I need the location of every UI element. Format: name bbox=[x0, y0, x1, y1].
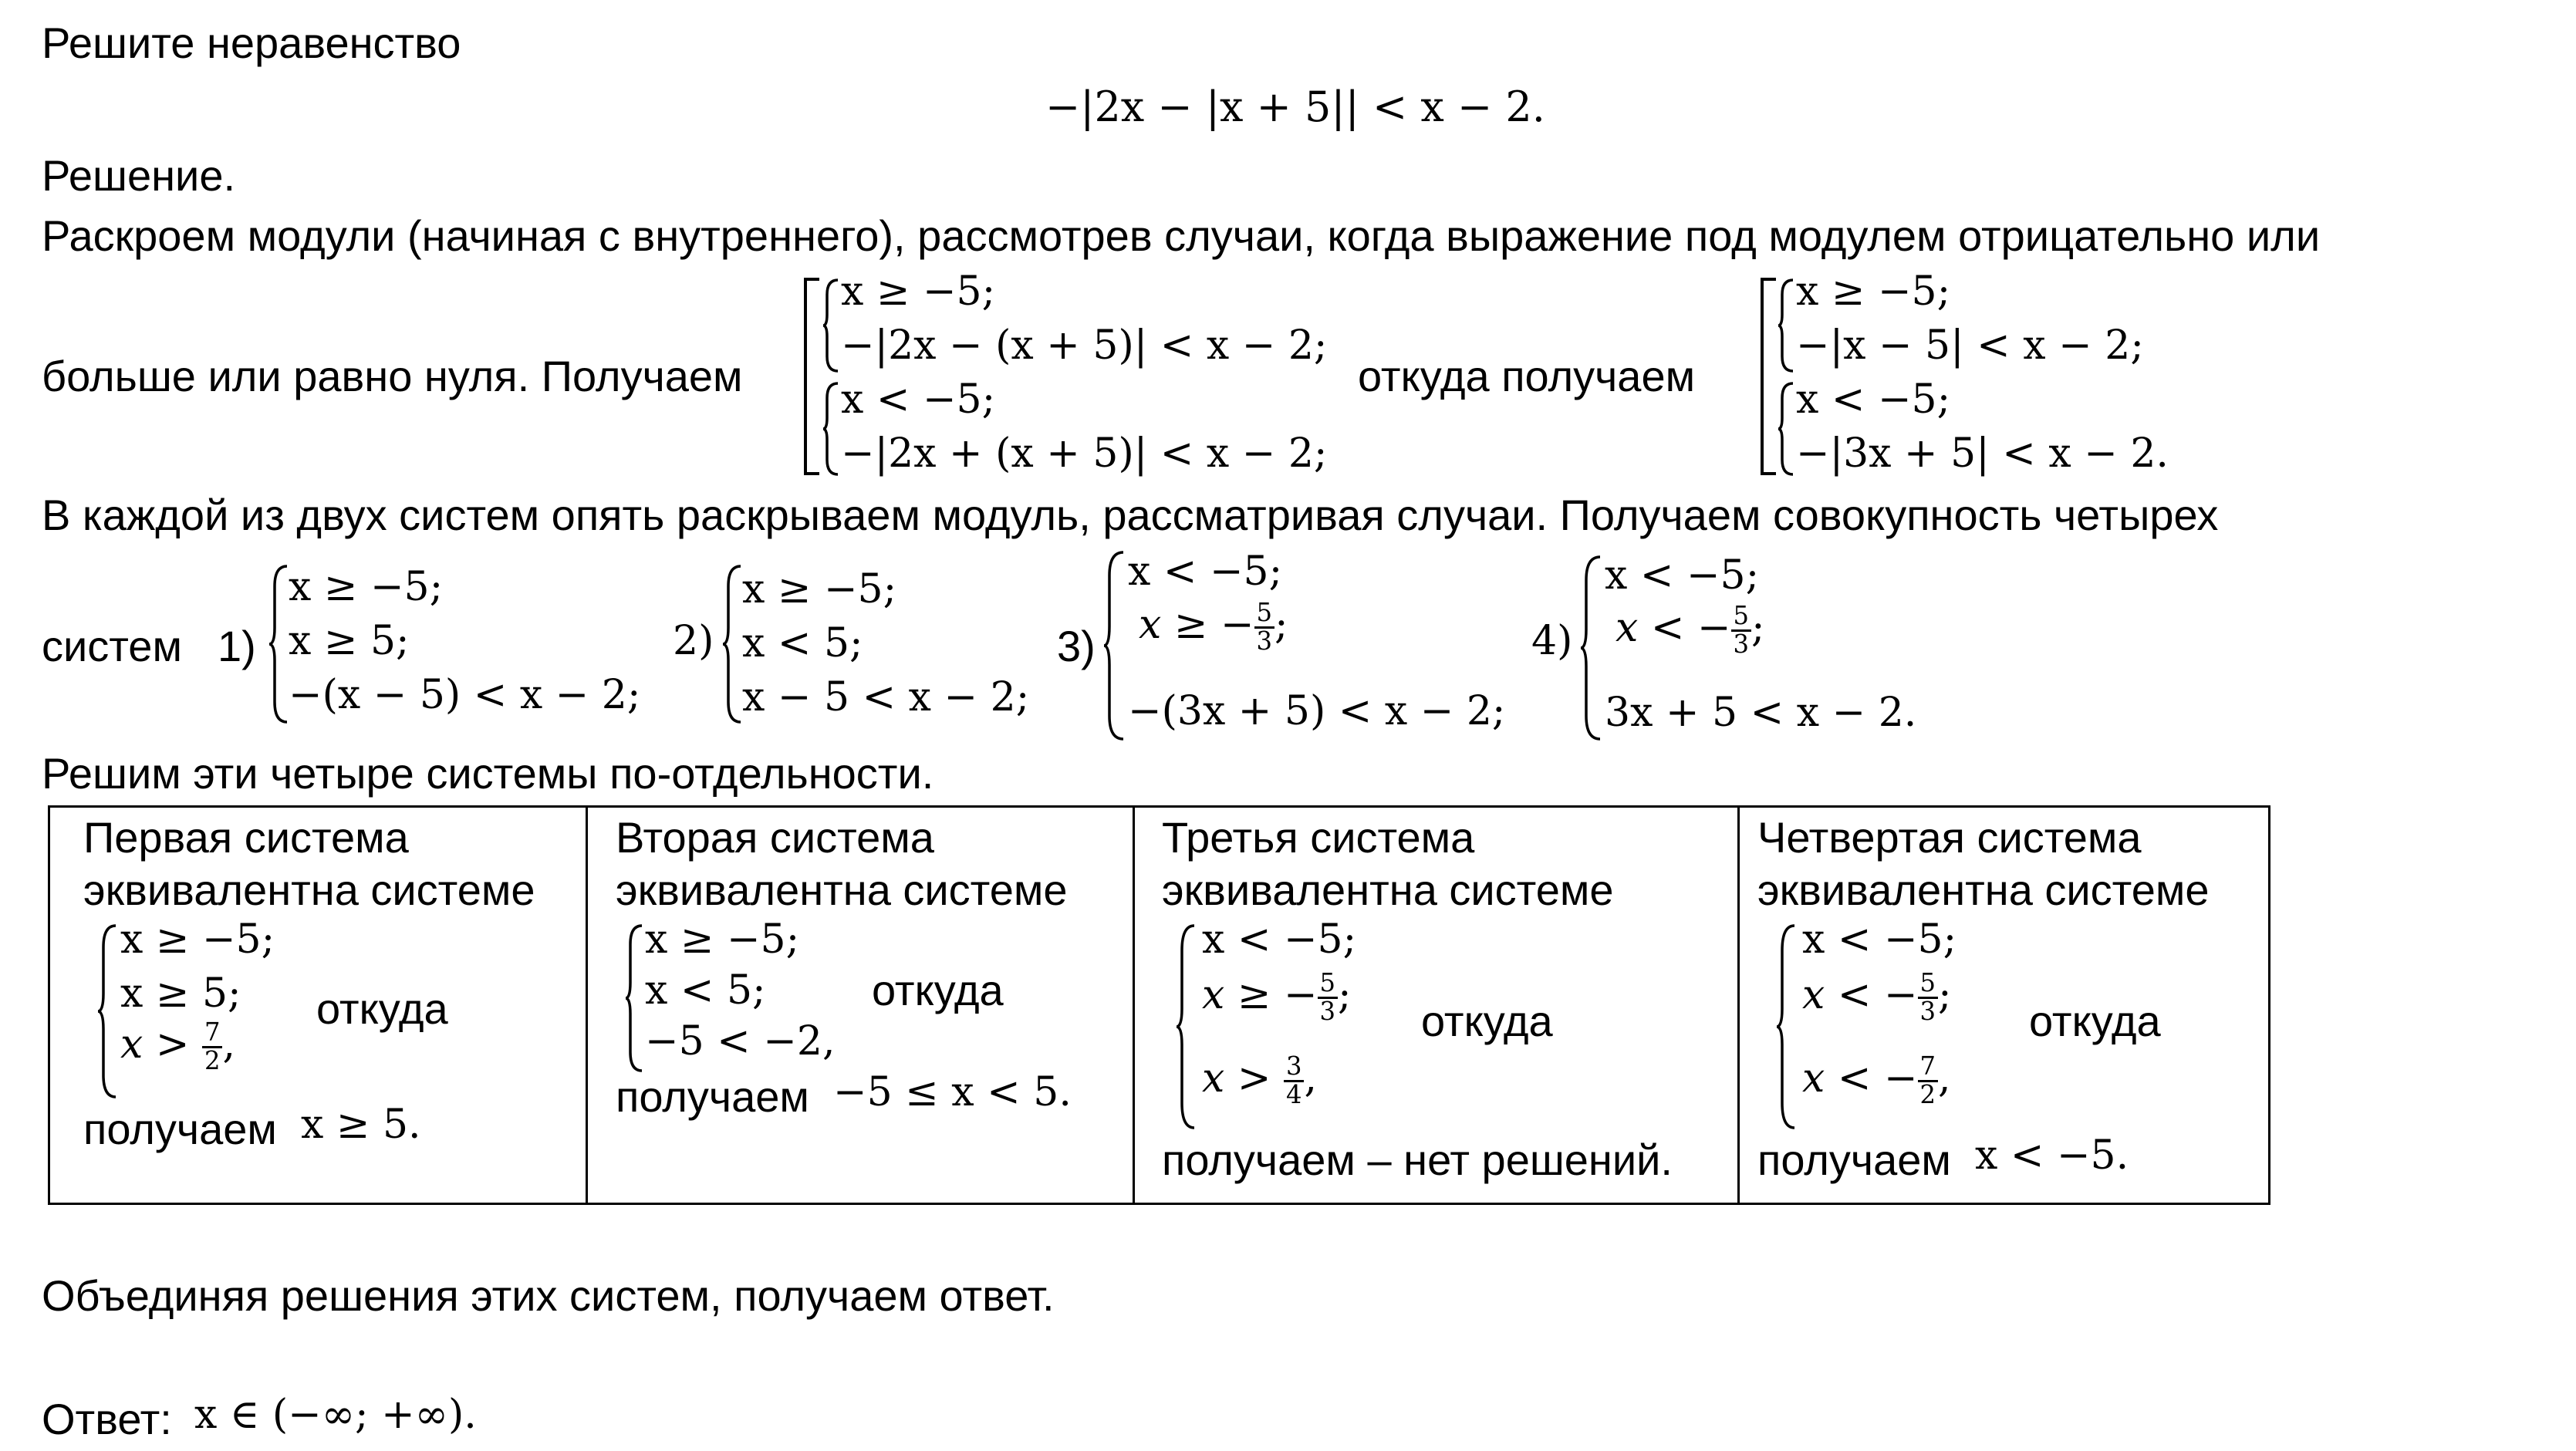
union2-line-1: x ≥ −5; bbox=[1796, 268, 1951, 315]
system-brace-1b bbox=[822, 381, 841, 477]
system-1-label: 1) bbox=[218, 622, 256, 670]
system-3-line-2: x ≥ − $\frac{5}{3}$ ; bbox=[1139, 598, 1288, 656]
cell-4-brace bbox=[1776, 923, 1798, 1131]
system-4-line-1: x < −5; bbox=[1605, 552, 1760, 599]
system-4-brace bbox=[1580, 554, 1603, 742]
system-3-brace bbox=[1103, 549, 1126, 742]
cell-2-brace bbox=[625, 923, 645, 1074]
system-3-label: 3) bbox=[1057, 622, 1096, 670]
system-2-label: 2) bbox=[673, 618, 714, 664]
union2-line-3: x < −5; bbox=[1796, 376, 1951, 423]
cell-1-brace bbox=[97, 923, 119, 1100]
cell-4-result: x < −5. bbox=[1975, 1132, 2129, 1179]
paragraph-2-line-2: систем bbox=[42, 622, 182, 670]
system-1-line-2: x ≥ 5; bbox=[289, 618, 410, 664]
cell-2-line-1: x ≥ −5; bbox=[645, 916, 800, 963]
cell-2-where: откуда bbox=[872, 966, 1004, 1014]
system-1-line-3: −(x − 5) < x − 2; bbox=[289, 672, 641, 718]
solution-heading: Решение. bbox=[42, 151, 236, 200]
cell-3-result-prefix: получаем – нет решений. bbox=[1162, 1135, 1673, 1184]
cell-1-line-1: x ≥ −5; bbox=[120, 916, 275, 963]
union1-line-4: −|2x + (x + 5)| < x − 2; bbox=[841, 430, 1328, 477]
system-4-line-3: 3x + 5 < x − 2. bbox=[1605, 690, 1917, 736]
cell-4-result-prefix: получаем bbox=[1757, 1135, 1951, 1184]
task-inequality: −|2x − |x + 5|| < x − 2. bbox=[1045, 83, 1545, 131]
cell-3-brace bbox=[1176, 923, 1197, 1131]
paragraph-2-line-1: В каждой из двух систем опять раскрываем модуль, рассматривая случаи. Получаем совокупность четырех bbox=[42, 491, 2219, 539]
system-brace-2a bbox=[1778, 278, 1796, 373]
cell-3-line-2: x ≥ − $\frac{5}{3}$ ; bbox=[1202, 968, 1352, 1026]
paragraph-1-middle: откуда получаем bbox=[1358, 352, 1696, 400]
cell-1-line-3: x > $\frac{7}{2}$ , bbox=[120, 1017, 236, 1075]
cell-4-where: откуда bbox=[2029, 997, 2161, 1045]
paragraph-1-line-1: Раскроем модули (начиная с внутреннего), рассмотрев случаи, когда выражение под модулем отрицательно или bbox=[42, 211, 2321, 260]
cell-1-subtitle: эквивалентна системе bbox=[83, 866, 535, 914]
union2-line-2: −|x − 5| < x − 2; bbox=[1796, 322, 2144, 369]
cell-4-subtitle: эквивалентна системе bbox=[1757, 866, 2210, 914]
system-brace-1a bbox=[822, 278, 841, 373]
conclusion: Объединяя решения этих систем, получаем ответ. bbox=[42, 1271, 1055, 1320]
cell-1-result: x ≥ 5. bbox=[301, 1102, 421, 1148]
cell-3-line-1: x < −5; bbox=[1202, 916, 1357, 963]
task-prompt: Решите неравенство bbox=[42, 19, 461, 67]
union2-line-4: −|3x + 5| < x − 2. bbox=[1796, 430, 2169, 477]
cell-1-result-prefix: получаем bbox=[83, 1105, 277, 1153]
system-1-brace bbox=[268, 563, 290, 725]
cell-1-title: Первая система bbox=[83, 813, 409, 862]
cell-2-line-2: x < 5; bbox=[645, 967, 766, 1014]
cell-4-line-1: x < −5; bbox=[1802, 916, 1957, 963]
cell-4-title: Четвертая система bbox=[1757, 813, 2142, 862]
cell-2-subtitle: эквивалентна системе bbox=[616, 866, 1068, 914]
system-3-line-3: −(3x + 5) < x − 2; bbox=[1128, 688, 1506, 734]
system-2-line-2: x < 5; bbox=[742, 620, 863, 666]
system-3-line-1: x < −5; bbox=[1128, 548, 1283, 595]
cell-2-result-prefix: получаем bbox=[616, 1072, 809, 1121]
cell-2-title: Вторая система bbox=[616, 813, 934, 862]
system-4-label: 4) bbox=[1531, 618, 1573, 664]
cell-2-line-3: −5 < −2, bbox=[645, 1018, 836, 1065]
cell-2-result: −5 ≤ x < 5. bbox=[833, 1069, 1072, 1115]
cell-3-title: Третья система bbox=[1162, 813, 1475, 862]
cell-4-line-2: x < − $\frac{5}{3}$ ; bbox=[1802, 968, 1952, 1026]
system-2-brace bbox=[722, 563, 744, 725]
cell-3-line-3: x > $\frac{3}{4}$ , bbox=[1202, 1051, 1318, 1109]
paragraph-1-line-2: больше или равно нуля. Получаем bbox=[42, 352, 743, 400]
union-bracket-1 bbox=[801, 276, 824, 477]
system-2-line-1: x ≥ −5; bbox=[742, 566, 897, 612]
paragraph-3: Решим эти четыре системы по-отдельности. bbox=[42, 749, 934, 798]
system-4-line-2: x < − $\frac{5}{3}$ ; bbox=[1615, 601, 1765, 659]
answer-label: Ответ: bbox=[42, 1395, 172, 1443]
cell-1-where: откуда bbox=[316, 984, 448, 1033]
union1-line-2: −|2x − (x + 5)| < x − 2; bbox=[841, 322, 1328, 369]
cell-4-line-3: x < − $\frac{7}{2}$ , bbox=[1802, 1051, 1951, 1109]
system-2-line-3: x − 5 < x − 2; bbox=[742, 674, 1030, 720]
cell-1-line-2: x ≥ 5; bbox=[120, 970, 241, 1017]
system-brace-2b bbox=[1778, 381, 1796, 477]
answer-value: x ∈ (−∞; +∞). bbox=[194, 1392, 477, 1438]
system-1-line-1: x ≥ −5; bbox=[289, 564, 444, 610]
union1-line-3: x < −5; bbox=[841, 376, 996, 423]
cell-3-where: откуда bbox=[1421, 997, 1553, 1045]
union1-line-1: x ≥ −5; bbox=[841, 268, 996, 315]
cell-3-subtitle: эквивалентна системе bbox=[1162, 866, 1614, 914]
